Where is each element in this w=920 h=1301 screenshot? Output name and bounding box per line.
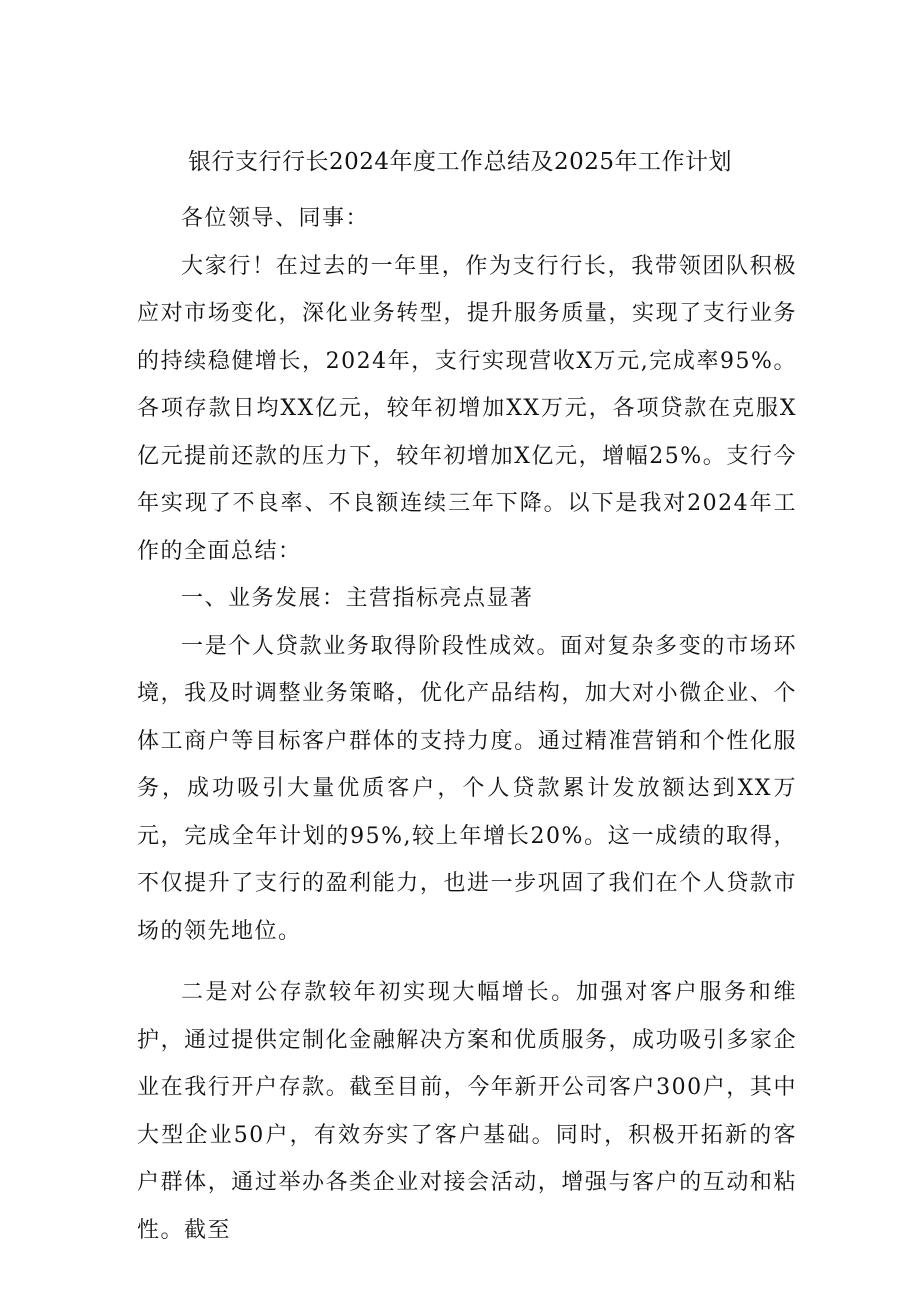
intro-paragraph: 大家行！在过去的一年里，作为支行行长，我带领团队积极应对市场变化，深化业务转型，提升服务质量，实现了支行业务的持续稳健增长，2024年，支行实现营收X万元,完成率95%。各项存款日均XX亿元，较年初增加XX万元，各项贷款在克服X亿元提前还款的压力下，较年初增加X亿元，增幅25%。支行今年实现了不良率、不良额连续三年下降。以下是我对2024年工作的全面总结： — [137, 253, 797, 564]
document-body — [137, 195, 797, 1254]
section-heading-1: 一、业务发展：主营指标亮点显著 — [181, 586, 534, 611]
personal-loan-paragraph: 一是个人贷款业务取得阶段性成效。面对复杂多变的市场环境，我及时调整业务策略，优化产品结构，加大对小微企业、个体工商户等目标客户群体的支持力度。通过精准营销和个性化服务，成功吸引大量优质客户，个人贷款累计发放额达到XX万元，完成全年计划的95%,较上年增长20%。这一成绩的取得，不仅提升了支行的盈利能力，也进一步巩固了我们在个人贷款市场的领先地位。 — [137, 633, 797, 944]
corporate-deposit-paragraph: 二是对公存款较年初实现大幅增长。加强对客户服务和维护，通过提供定制化金融解决方案和优质服务，成功吸引多家企业在我行开户存款。截至目前，今年新开公司客户300户，其中大型企业50户，有效夯实了客户基础。同时，积极开拓新的客户群体，通过举办各类企业对接会活动，增强与客户的互动和粘性。截至 — [137, 980, 797, 1243]
document-title: 银行支行行长2024年度工作总结及2025年工作计划 — [187, 149, 733, 175]
salutation-paragraph: 各位领导、同事： — [181, 206, 370, 231]
